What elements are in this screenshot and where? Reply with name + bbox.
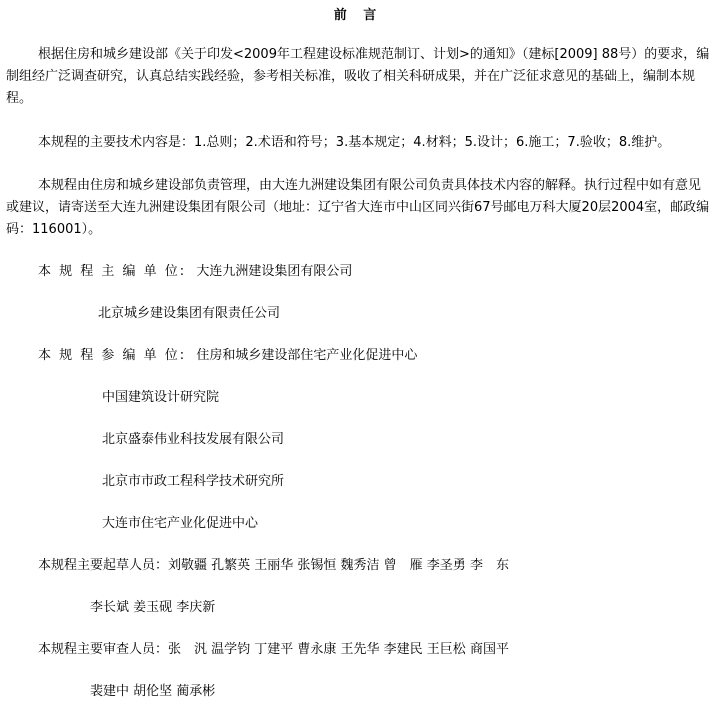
participating-unit: 北京盛泰伟业科技发展有限公司 (102, 432, 285, 447)
reviewers-names-continued: 裴建中 胡伦坚 蔺承彬 (90, 684, 216, 699)
chief-editor-row (38, 262, 352, 282)
chief-editor-label: 本 规 程 主 编 单 位: (38, 264, 187, 279)
drafters-names: 刘敬疆 孔繁英 王丽华 张锡恒 魏秀洁 曾 雁 李圣勇 李 东 (168, 558, 509, 573)
paragraph-contents: 本规程的主要技术内容是：1.总则；2.术语和符号；3.基本规定；4.材料；5.设计；6.施工；7.验收；8.维护。 (38, 135, 671, 150)
chief-editor-unit: 大连九洲建设集团有限公司 (196, 264, 353, 279)
reviewers-names: 张 汎 温学钧 丁建平 曹永康 王先华 李建民 王巨松 商国平 (168, 642, 509, 657)
chief-editor-unit: 北京城乡建设集团有限责任公司 (98, 306, 281, 321)
page-title: 前 言 (333, 8, 383, 23)
participating-label: 本 规 程 参 编 单 位: (38, 348, 187, 363)
participating-unit: 住房和城乡建设部住宅产业化促进中心 (196, 348, 418, 363)
paragraph-management: 本规程由住房和城乡建设部负责管理，由大连九洲建设集团有限公司负责具体技术内容的解释。执行过程中如有意见或建议，请寄送至大连九洲建设集团有限公司（地址：辽宁省大连市中山区同兴街67号邮电万科大厦20层2004室，邮政编码：116001）。 (6, 178, 710, 237)
participating-unit: 大连市住宅产业化促进中心 (102, 516, 259, 531)
reviewers-row (38, 640, 509, 660)
participating-row (38, 346, 417, 366)
drafters-names-continued: 李长斌 姜玉砚 李庆新 (90, 600, 216, 615)
participating-unit: 北京市市政工程科学技术研究所 (102, 474, 285, 489)
drafters-label: 本规程主要起草人员： (38, 558, 169, 573)
paragraph-basis: 根据住房和城乡建设部《关于印发<2009年工程建设标准规范制订、计划>的通知》（建标[2009] 88号）的要求，编制组经广泛调查研究，认真总结实践经验，参考相关标准，吸收了相关科研成果，并在广泛征求意见的基础上，编制本规程。 (6, 47, 710, 106)
participating-unit: 中国建筑设计研究院 (102, 390, 220, 405)
reviewers-label: 本规程主要审查人员： (38, 642, 169, 657)
drafters-row (38, 556, 509, 576)
